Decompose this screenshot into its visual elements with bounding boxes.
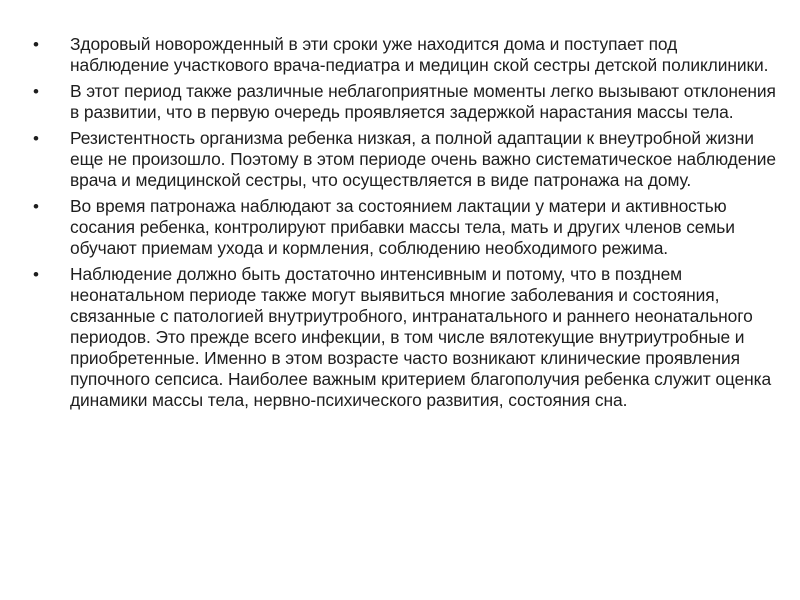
bullet-item [30, 128, 778, 191]
bullet-marker: • [33, 35, 39, 54]
bullet-text: Резистентность организма ребенка низкая, а полной адаптации к внеутробной жизни еще не произошло. Поэтому в этом периоде очень важно систематическое наблюдение врача и медицинской сестры, что осуществляется в виде патронажа на дому. [70, 128, 776, 190]
bullet-item [30, 264, 778, 411]
bullet-item [30, 196, 778, 259]
bullet-text: Во время патронажа наблюдают за состоянием лактации у матери и активностью сосания ребенка, контролируют прибавки массы тела, мать и других членов семьи обучают приемам ухода и кормления, соблюдению необходимого режима. [70, 196, 735, 258]
bullet-item [30, 34, 778, 76]
bullet-marker: • [33, 197, 39, 216]
bullet-marker: • [33, 265, 39, 284]
bullet-text: В этот период также различные неблагоприятные моменты легко вызывают отклонения в развитии, что в первую очередь проявляется задержкой нарастания массы тела. [70, 81, 776, 122]
bullet-text: Здоровый новорожденный в эти сроки уже находится дома и поступает под наблюдение участкового врача-педиатра и медицин ской сестры детской поликлиники. [70, 34, 769, 75]
bullet-marker: • [33, 129, 39, 148]
bullet-text: Наблюдение должно быть достаточно интенсивным и потому, что в позднем неонатальном периоде также могут выявиться многие заболевания и состояния, связанные с патологией внутриутробного, интранатального и раннего неонатального периодов. Это прежде всего инфекции, в том числе вялотекущие внутриутробные и приобретенные. Именно в этом возрасте часто возникают клинические проявления пупочного сепсиса. Наиболее важным критерием благополучия ребенка служит оценка динамики массы тела, нервно-психического развития, состояния сна. [70, 264, 772, 410]
bullet-item [30, 81, 778, 123]
bullet-marker: • [33, 82, 39, 101]
bullet-list [30, 34, 778, 416]
